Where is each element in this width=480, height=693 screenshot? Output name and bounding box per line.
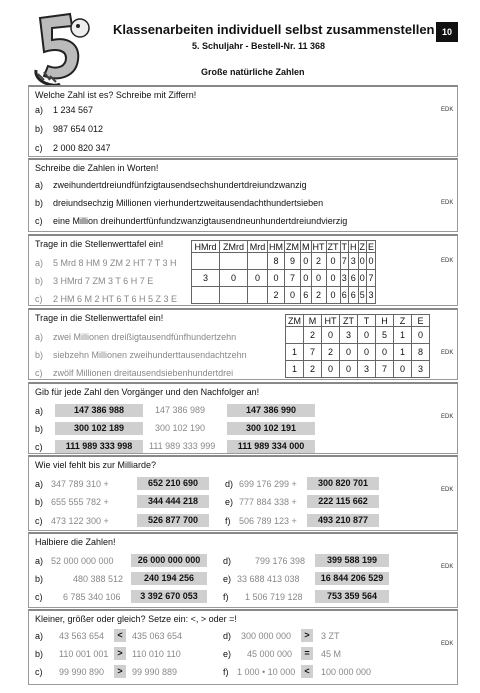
edk-side-icon: EDK: [441, 200, 454, 206]
left-number: 300 000 000: [241, 631, 292, 641]
right-number: 110 010 110: [132, 649, 181, 659]
comparison-sign: >: [301, 629, 313, 642]
answer-box: 652 210 690: [137, 477, 209, 490]
section-place-value-1: [28, 234, 458, 306]
answer-text: 2 000 820 347: [53, 143, 111, 153]
cell: 2: [322, 344, 340, 361]
cell: 2: [304, 327, 322, 344]
given-number: 111 989 333 999: [149, 441, 216, 451]
cell: 6: [349, 287, 359, 304]
cell: 9: [285, 253, 301, 270]
item-label: a): [35, 479, 44, 489]
answer-box: 399 588 199: [315, 554, 389, 567]
cell: [286, 327, 304, 344]
answer-box: 222 115 662: [307, 495, 379, 508]
col-head: Z: [394, 315, 412, 327]
cell: 3: [367, 287, 376, 304]
comparison-sign: <: [114, 629, 126, 642]
cell: 0: [340, 361, 358, 378]
col-head: H: [376, 315, 394, 327]
header-topic: Große natürliche Zahlen: [201, 67, 305, 77]
cell: 0: [268, 270, 285, 287]
task-text: zwei Millionen dreißigtausendfünfhundertzehn: [53, 332, 237, 342]
answer-box: 3 392 670 053: [131, 590, 207, 603]
left-number: 43 563 654: [59, 631, 105, 641]
cell: 0: [301, 253, 312, 270]
section-write-words: [28, 158, 458, 232]
cell: 5: [358, 287, 367, 304]
given-number: 480 388 512: [73, 574, 124, 584]
cell: 3: [340, 270, 349, 287]
given-number: 52 000 000 000: [51, 556, 114, 566]
item-label: b): [35, 276, 44, 286]
place-value-table: [285, 314, 430, 378]
given-number: 1 506 719 128: [245, 592, 303, 602]
question: Kleiner, größer oder gleich? Setze ein: <, > oder =!: [35, 614, 237, 624]
expression: 699 176 299 +: [239, 479, 297, 489]
answer-box: 300 102 191: [227, 422, 315, 435]
answer-box: 526 877 700: [137, 514, 209, 527]
cell: 7: [304, 344, 322, 361]
item-label: c): [35, 368, 43, 378]
answer-text: 1 234 567: [53, 105, 94, 115]
cell: 3: [192, 270, 220, 287]
item-label: b): [35, 124, 44, 134]
cell: 2: [311, 287, 326, 304]
cell: 6: [301, 287, 312, 304]
col-head: H: [350, 241, 357, 252]
answer-box: 300 102 189: [55, 422, 143, 435]
comparison-sign: >: [114, 647, 126, 660]
given-number: 147 386 989: [155, 405, 206, 415]
item-label: a): [35, 631, 44, 641]
answer-box: 111 989 333 998: [55, 440, 143, 453]
item-label: a): [35, 406, 44, 416]
right-number: 435 063 654: [132, 631, 183, 641]
place-value-table: [191, 240, 376, 304]
cell: 0: [376, 344, 394, 361]
item-label: b): [35, 497, 44, 507]
col-head: T: [341, 241, 347, 252]
left-number: 99 990 890: [59, 667, 105, 677]
right-number: 99 990 889: [132, 667, 178, 677]
question: Trage in die Stellenwerttafel ein!: [35, 239, 164, 249]
item-label: a): [35, 180, 44, 190]
item-label: c): [35, 592, 43, 602]
task-text: zwölf Millionen dreitausendsiebenhundertdrei: [53, 368, 234, 378]
item-label: c): [35, 216, 43, 226]
edk-side-icon: EDK: [441, 641, 454, 647]
question: Welche Zahl ist es? Schreibe mit Ziffern!: [35, 90, 197, 100]
item-label: b): [35, 424, 44, 434]
cell: 3: [340, 327, 358, 344]
cell: 1: [286, 361, 304, 378]
cell: 0: [326, 270, 340, 287]
cell: 0: [358, 327, 376, 344]
col-head: Mrd: [248, 241, 268, 253]
cell: 6: [349, 270, 359, 287]
cell: 0: [220, 270, 248, 287]
cell: 3: [412, 361, 430, 378]
item-label: e): [225, 497, 234, 507]
item-label: b): [35, 574, 44, 584]
col-head: HT: [312, 241, 325, 252]
answer-box: 111 989 334 000: [227, 440, 315, 453]
section-place-value-2: [28, 308, 458, 380]
cell: 1: [286, 344, 304, 361]
cell: 0: [248, 270, 268, 287]
col-head: E: [368, 241, 375, 252]
section-missing-to-billion: [28, 455, 458, 531]
section-halve: [28, 532, 458, 608]
answer-box: 147 386 990: [227, 404, 315, 417]
edk-side-icon: EDK: [441, 414, 454, 420]
col-head: ZMrd: [220, 241, 248, 253]
edk-side-icon: EDK: [441, 564, 454, 570]
cell: 3: [349, 253, 359, 270]
col-head: ZM: [286, 315, 304, 327]
right-number: 3 ZT: [321, 631, 340, 641]
cell: 0: [358, 253, 367, 270]
cell: 7: [285, 270, 301, 287]
task-text: siebzehn Millionen zweihunderttausendachtzehn: [53, 350, 247, 360]
col-head: ZM: [286, 241, 299, 252]
item-label: a): [35, 105, 44, 115]
cell: 6: [340, 287, 349, 304]
item-label: c): [35, 667, 43, 677]
header-subtitle: 5. Schuljahr - Bestell-Nr. 11 368: [192, 41, 326, 51]
question: Trage in die Stellenwerttafel ein!: [35, 313, 164, 323]
cell: 1: [394, 327, 412, 344]
question: Schreibe die Zahlen in Worten!: [35, 163, 159, 173]
col-head: M: [302, 241, 310, 252]
given-number: 300 102 190: [155, 423, 206, 433]
cell: 0: [322, 361, 340, 378]
col-head: HMrd: [192, 241, 220, 253]
cell: 0: [285, 287, 301, 304]
answer-box: 240 194 256: [131, 572, 207, 585]
cell: 0: [311, 270, 326, 287]
item-label: d): [223, 556, 232, 566]
left-number: 110 001 001: [59, 649, 109, 659]
item-label: b): [35, 350, 44, 360]
col-head: ZT: [327, 241, 339, 252]
cell: 0: [301, 270, 312, 287]
question: Gib für jede Zahl den Vorgänger und den Nachfolger an!: [35, 387, 260, 397]
cell: 2: [311, 253, 326, 270]
question: Halbiere die Zahlen!: [35, 537, 116, 547]
expression: 347 789 310 +: [51, 479, 109, 489]
item-label: d): [225, 479, 234, 489]
header-title: Klassenarbeiten individuell selbst zusammenstellen: [113, 22, 435, 37]
cell: 7: [376, 361, 394, 378]
col-head: M: [304, 315, 322, 327]
cell: 0: [322, 327, 340, 344]
edk-side-icon: EDK: [441, 487, 454, 493]
item-label: c): [35, 294, 43, 304]
cell: 7: [367, 270, 376, 287]
cell: 0: [358, 270, 367, 287]
task-text: 2 HM 6 M 2 HT 6 T 6 H 5 Z 3 E: [53, 294, 178, 304]
expression: 655 555 782 +: [51, 497, 109, 507]
cell: 8: [268, 253, 285, 270]
section-write-digits: [28, 85, 458, 157]
section-predecessor-successor: [28, 382, 458, 454]
cell: 0: [358, 344, 376, 361]
answer-text: 987 654 012: [53, 124, 104, 134]
cell: 0: [340, 344, 358, 361]
answer-box: 16 844 206 529: [315, 572, 389, 585]
item-label: e): [223, 649, 232, 659]
mascot-five-logo: [30, 10, 100, 90]
cell: 7: [340, 253, 349, 270]
right-number: 45 M: [321, 649, 342, 659]
item-label: c): [35, 516, 43, 526]
cell: 0: [412, 327, 430, 344]
col-head: T: [358, 315, 376, 327]
comparison-sign: >: [114, 665, 126, 678]
cell: 3: [358, 361, 376, 378]
task-text: 3 HMrd 7 ZM 3 T 6 H 7 E: [53, 276, 154, 286]
edk-side-icon: EDK: [441, 107, 454, 113]
answer-box: 147 386 988: [55, 404, 143, 417]
expression: 777 884 338 +: [239, 497, 297, 507]
item-label: e): [223, 574, 232, 584]
item-label: c): [35, 442, 43, 452]
page-number: 10: [436, 22, 458, 42]
expression: 506 789 123 +: [239, 516, 297, 526]
cell: 2: [268, 287, 285, 304]
item-label: f): [223, 667, 229, 677]
section-compare: [28, 609, 458, 685]
col-head: HM: [269, 241, 283, 252]
item-label: f): [225, 516, 231, 526]
col-head: E: [412, 315, 430, 327]
answer-text: dreiundsechzig Millionen vierhundertzweitausendachthundertsieben: [53, 198, 324, 208]
col-head: ZT: [340, 315, 358, 327]
cell: 8: [412, 344, 430, 361]
answer-box: 300 820 701: [307, 477, 379, 490]
answer-text: eine Million dreihundertfünfundzwanzigtausendneunhundertdreiundvierzig: [53, 216, 348, 226]
expression: 473 122 300 +: [51, 516, 109, 526]
answer-box: 26 000 000 000: [131, 554, 207, 567]
answer-box: 344 444 218: [137, 495, 209, 508]
given-number: 6 785 340 106: [63, 592, 121, 602]
col-head: HT: [322, 315, 340, 327]
cell: 0: [326, 287, 340, 304]
item-label: b): [35, 198, 44, 208]
item-label: b): [35, 649, 44, 659]
left-number: 1 000 • 10 000: [237, 667, 296, 677]
cell: 5: [376, 327, 394, 344]
comparison-sign: =: [301, 647, 313, 660]
item-label: c): [35, 143, 43, 153]
cell: 0: [394, 361, 412, 378]
comparison-sign: <: [301, 665, 313, 678]
cell: 0: [326, 253, 340, 270]
col-head: Z: [359, 241, 365, 252]
cell: 0: [367, 253, 376, 270]
question: Wie viel fehlt bis zur Milliarde?: [35, 460, 157, 470]
answer-box: 753 359 564: [315, 590, 389, 603]
answer-box: 493 210 877: [307, 514, 379, 527]
item-label: f): [223, 592, 229, 602]
edk-side-icon: EDK: [441, 258, 454, 264]
right-number: 100 000 000: [321, 667, 372, 677]
item-label: a): [35, 332, 44, 342]
given-number: 799 176 398: [255, 556, 306, 566]
item-label: d): [223, 631, 232, 641]
task-text: 5 Mrd 8 HM 9 ZM 2 HT 7 T 3 H: [53, 258, 177, 268]
given-number: 33 688 413 038: [237, 574, 300, 584]
left-number: 45 000 000: [247, 649, 293, 659]
cell: 1: [394, 344, 412, 361]
item-label: a): [35, 258, 44, 268]
answer-text: zweihundertdreiundfünfzigtausendsechshundertdreiundzwanzig: [53, 180, 307, 190]
cell: 2: [304, 361, 322, 378]
item-label: a): [35, 556, 44, 566]
edk-side-icon: EDK: [441, 350, 454, 356]
